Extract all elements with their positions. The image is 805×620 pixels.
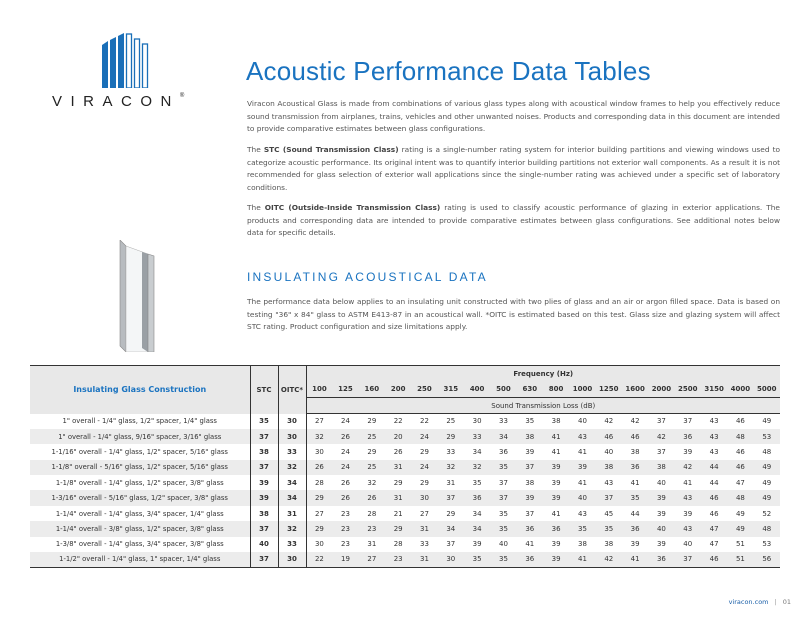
loss-cell: 42: [604, 417, 614, 426]
loss-cell: 42: [675, 460, 701, 475]
stc-cell: 38: [250, 444, 278, 459]
stc-cell: 40: [250, 537, 278, 552]
loss-cell: 35: [472, 478, 482, 487]
loss-cell: 43: [709, 447, 719, 456]
loss-cell: 41: [577, 447, 587, 456]
loss-cell: 24: [341, 417, 350, 426]
table-row: [30, 429, 780, 444]
oitc-prefix: The: [247, 203, 265, 212]
loss-cell: 31: [385, 460, 411, 475]
loss-cell: 29: [420, 478, 429, 487]
loss-cell: 22: [420, 417, 429, 426]
stc-text: rating is a single-number rating system for interior building partitions and viewing windows used to categorize acoustic performance. Its original intent was to quantify interior building partitions not exterior wall components. As a result it is not recommended for glass selection of exterior wall applications since the single-number rating was achieved under a specific set of laboratory conditions.: [247, 145, 780, 192]
loss-cell: 43: [701, 429, 727, 444]
loss-cell: 40: [648, 521, 674, 536]
loss-cell: 41: [569, 552, 595, 567]
stc-term: STC (Sound Transmission Class): [263, 145, 399, 154]
header-frequency-2500: 2500: [675, 382, 701, 398]
loss-cell: 53: [754, 429, 780, 444]
loss-cell: 43: [709, 417, 719, 426]
loss-cell: 20: [385, 429, 411, 444]
loss-cell: 30: [438, 552, 464, 567]
loss-cell: 49: [754, 460, 780, 475]
loss-cell: 39: [656, 540, 666, 549]
header-frequency-400: 400: [464, 382, 490, 398]
intro-paragraph: Viracon Acoustical Glass is made from combinations of various glass types along with acoustical window frames to help you effectively reduce sound transmission from airplanes, trains, vehicles and other unwanted noises. Products and corresponding data in this document are intended to provide comparative estimates between glass configurations.: [247, 99, 780, 134]
loss-cell: 43: [675, 521, 701, 536]
oitc-cell: 30: [278, 429, 306, 444]
loss-cell: 35: [525, 417, 535, 426]
oitc-cell: 32: [278, 460, 306, 475]
loss-cell: 47: [735, 478, 745, 487]
loss-cell: 36: [622, 521, 648, 536]
header-frequency-160: 160: [359, 382, 385, 398]
loss-cell: 23: [341, 540, 350, 549]
oitc-cell: 33: [278, 444, 306, 459]
header-frequency-2000: 2000: [648, 382, 674, 398]
loss-cell: 44: [709, 478, 719, 487]
loss-cell: 30: [472, 417, 482, 426]
header-frequency-5000: 5000: [754, 382, 780, 398]
loss-cell: 44: [630, 509, 640, 518]
loss-cell: 46: [701, 490, 727, 505]
loss-cell: 49: [762, 478, 772, 487]
loss-cell: 22: [393, 417, 403, 426]
loss-cell: 26: [393, 447, 403, 456]
loss-cell: 26: [306, 460, 332, 475]
loss-cell: 23: [332, 521, 358, 536]
loss-cell: 41: [630, 478, 640, 487]
loss-cell: 37: [438, 490, 464, 505]
loss-cell: 32: [464, 460, 490, 475]
loss-cell: 39: [472, 540, 482, 549]
table-row: [30, 490, 780, 505]
loss-cell: 28: [393, 540, 403, 549]
header-frequency-4000: 4000: [727, 382, 753, 398]
header-frequency-200: 200: [385, 382, 411, 398]
acoustic-data-table: [30, 365, 780, 568]
brand-name: VIRACON: [52, 93, 180, 110]
registered-mark: ®: [179, 93, 185, 99]
loss-cell: 36: [499, 447, 508, 456]
loss-cell: 34: [464, 521, 490, 536]
loss-cell: 29: [438, 429, 464, 444]
header-frequency-250: 250: [411, 382, 437, 398]
loss-cell: 36: [648, 552, 674, 567]
loss-cell: 36: [517, 552, 543, 567]
loss-cell: 52: [762, 509, 772, 518]
loss-cell: 39: [543, 552, 569, 567]
loss-cell: 48: [754, 521, 780, 536]
construction-cell: 1-1/16" overall - 1/4" glass, 1/2" spacer, 5/16" glass: [30, 444, 250, 459]
header-loss: Sound Transmission Loss (dB): [306, 398, 780, 414]
loss-cell: 29: [446, 509, 456, 518]
loss-cell: 27: [314, 509, 324, 518]
loss-cell: 30: [411, 490, 437, 505]
loss-cell: 28: [367, 509, 377, 518]
construction-cell: 1-1/2" overall - 1/4" glass, 1" spacer, 1/4" glass: [30, 552, 250, 567]
loss-cell: 43: [675, 490, 701, 505]
loss-cell: 49: [762, 417, 772, 426]
loss-cell: 42: [630, 417, 640, 426]
loss-cell: 21: [393, 509, 403, 518]
footer-url[interactable]: viracon.com: [728, 598, 769, 606]
loss-cell: 36: [464, 490, 490, 505]
loss-cell: 39: [551, 540, 561, 549]
oitc-cell: 32: [278, 521, 306, 536]
construction-cell: 1-3/8" overall - 1/4" glass, 3/4" spacer, 3/8" glass: [30, 537, 250, 552]
loss-cell: 41: [551, 447, 561, 456]
loss-cell: 29: [393, 478, 403, 487]
oitc-cell: 30: [278, 552, 306, 567]
loss-cell: 38: [525, 478, 535, 487]
oitc-paragraph: [247, 202, 780, 240]
loss-cell: 34: [438, 521, 464, 536]
loss-cell: 49: [754, 490, 780, 505]
loss-cell: 33: [446, 447, 456, 456]
loss-cell: 40: [604, 447, 614, 456]
stc-cell: 38: [250, 506, 278, 521]
header-frequency-315: 315: [438, 382, 464, 398]
header-frequency-500: 500: [490, 382, 516, 398]
loss-cell: 32: [367, 478, 377, 487]
loss-cell: 47: [709, 540, 719, 549]
loss-cell: 33: [499, 417, 508, 426]
loss-cell: 23: [341, 509, 350, 518]
loss-cell: 27: [359, 552, 385, 567]
oitc-cell: 30: [278, 414, 306, 429]
loss-cell: 40: [656, 478, 666, 487]
loss-cell: 39: [543, 460, 569, 475]
oitc-cell: 31: [278, 506, 306, 521]
footer-separator: |: [774, 598, 777, 606]
loss-cell: 26: [341, 478, 350, 487]
stc-prefix: The: [247, 145, 264, 154]
loss-cell: 35: [596, 521, 622, 536]
loss-cell: 35: [490, 521, 516, 536]
loss-cell: 31: [446, 478, 456, 487]
loss-cell: 29: [367, 447, 377, 456]
loss-cell: 34: [472, 447, 482, 456]
loss-cell: 41: [543, 429, 569, 444]
loss-cell: 47: [701, 521, 727, 536]
loss-cell: 41: [551, 509, 561, 518]
loss-cell: 25: [359, 460, 385, 475]
section-paragraph: The performance data below applies to an insulating unit constructed with two plies of glass and an air or argon filled space. Data is based on testing "36" x 84" glass to ASTM E413-87 in an acoustical wall. *OITC is estimated based on this test. Glass size and glazing system will affect STC rating. Product configuration and size limitations apply.: [247, 297, 780, 332]
header-frequency-125: 125: [332, 382, 358, 398]
loss-cell: 51: [727, 552, 753, 567]
loss-cell: 51: [735, 540, 745, 549]
loss-cell: 42: [648, 429, 674, 444]
loss-cell: 26: [332, 429, 358, 444]
building-logo-icon: [100, 33, 160, 88]
loss-cell: 34: [472, 509, 482, 518]
construction-cell: 1-1/4" overall - 3/8" glass, 1/2" spacer, 3/8" glass: [30, 521, 250, 536]
loss-cell: 37: [446, 540, 456, 549]
loss-cell: 41: [622, 552, 648, 567]
loss-cell: 31: [385, 490, 411, 505]
section-heading: INSULATING ACOUSTICAL DATA: [247, 270, 488, 284]
loss-cell: 25: [359, 429, 385, 444]
loss-cell: 48: [762, 447, 772, 456]
table-row: [30, 475, 780, 490]
loss-cell: 45: [604, 509, 614, 518]
loss-cell: 43: [577, 509, 587, 518]
header-frequency-1600: 1600: [622, 382, 648, 398]
loss-cell: 25: [446, 417, 456, 426]
loss-cell: 41: [683, 478, 693, 487]
loss-cell: 39: [551, 478, 561, 487]
loss-cell: 39: [517, 490, 543, 505]
loss-cell: 26: [359, 490, 385, 505]
construction-cell: 1" overall - 1/4" glass, 9/16" spacer, 3/16" glass: [30, 429, 250, 444]
loss-cell: 40: [499, 540, 508, 549]
loss-cell: 28: [314, 478, 324, 487]
loss-cell: 36: [517, 521, 543, 536]
loss-cell: 36: [543, 521, 569, 536]
loss-cell: 37: [525, 509, 535, 518]
loss-cell: 24: [411, 429, 437, 444]
loss-cell: 33: [420, 540, 429, 549]
loss-cell: 40: [577, 417, 587, 426]
loss-cell: 38: [517, 429, 543, 444]
loss-cell: 37: [683, 417, 693, 426]
loss-cell: 39: [683, 509, 693, 518]
loss-cell: 46: [735, 447, 745, 456]
loss-cell: 26: [332, 490, 358, 505]
table-row: [30, 521, 780, 536]
loss-cell: 29: [420, 447, 429, 456]
loss-cell: 38: [596, 460, 622, 475]
footer: [729, 598, 791, 606]
loss-cell: 43: [604, 478, 614, 487]
stc-cell: 35: [250, 414, 278, 429]
loss-cell: 30: [314, 447, 324, 456]
loss-cell: 39: [648, 490, 674, 505]
page-number: 01: [782, 598, 791, 606]
loss-cell: 30: [314, 540, 324, 549]
loss-cell: 35: [622, 490, 648, 505]
loss-cell: 53: [762, 540, 772, 549]
oitc-text: rating is used to classify acoustic performance of glazing in exterior applications. The products and corresponding data are intended to provide comparative estimates between glass configurations. See additional notes below data for specific details.: [247, 203, 780, 238]
loss-cell: 46: [727, 460, 753, 475]
loss-cell: 35: [490, 552, 516, 567]
construction-cell: 1-3/16" overall - 5/16" glass, 1/2" spacer, 3/8" glass: [30, 490, 250, 505]
loss-cell: 35: [490, 460, 516, 475]
table-row: [30, 414, 780, 429]
oitc-term: OITC (Outside-Inside Transmission Class): [264, 203, 441, 212]
table-row: [30, 552, 780, 567]
loss-cell: 37: [656, 417, 666, 426]
loss-cell: 19: [332, 552, 358, 567]
loss-cell: 24: [332, 460, 358, 475]
header-frequency-800: 800: [543, 382, 569, 398]
header-frequency-100: 100: [306, 382, 332, 398]
stc-cell: 37: [250, 521, 278, 536]
loss-cell: 40: [569, 490, 595, 505]
table-row: [30, 460, 780, 475]
loss-cell: 46: [701, 552, 727, 567]
loss-cell: 56: [754, 552, 780, 567]
stc-paragraph: [247, 144, 780, 194]
oitc-cell: 33: [278, 537, 306, 552]
loss-cell: 41: [525, 540, 535, 549]
loss-cell: 37: [499, 478, 508, 487]
table-row: [30, 506, 780, 521]
header-oitc: OITC*: [278, 366, 306, 414]
loss-cell: 48: [727, 490, 753, 505]
header-frequency-3150: 3150: [701, 382, 727, 398]
loss-cell: 37: [675, 552, 701, 567]
oitc-cell: 34: [278, 490, 306, 505]
loss-cell: 29: [306, 521, 332, 536]
loss-cell: 31: [411, 521, 437, 536]
stc-cell: 37: [250, 429, 278, 444]
header-stc: STC: [250, 366, 278, 414]
loss-cell: 29: [385, 521, 411, 536]
loss-cell: 23: [359, 521, 385, 536]
stc-cell: 39: [250, 475, 278, 490]
stc-cell: 37: [250, 552, 278, 567]
loss-cell: 37: [656, 447, 666, 456]
construction-cell: 1-1/8" overall - 1/4" glass, 1/2" spacer, 3/8" glass: [30, 475, 250, 490]
loss-cell: 39: [569, 460, 595, 475]
loss-cell: 38: [648, 460, 674, 475]
oitc-cell: 34: [278, 475, 306, 490]
loss-cell: 39: [543, 490, 569, 505]
construction-cell: 1" overall - 1/4" glass, 1/2" spacer, 1/4" glass: [30, 414, 250, 429]
loss-cell: 40: [683, 540, 693, 549]
header-frequency-1000: 1000: [569, 382, 595, 398]
loss-cell: 39: [630, 540, 640, 549]
loss-cell: 39: [683, 447, 693, 456]
header-frequency-630: 630: [517, 382, 543, 398]
loss-cell: 37: [490, 490, 516, 505]
stc-cell: 39: [250, 490, 278, 505]
loss-cell: 34: [490, 429, 516, 444]
loss-cell: 41: [577, 478, 587, 487]
loss-cell: 36: [675, 429, 701, 444]
insulating-glass-unit-icon: [118, 240, 158, 352]
loss-cell: 38: [604, 540, 614, 549]
loss-cell: 37: [517, 460, 543, 475]
loss-cell: 46: [596, 429, 622, 444]
loss-cell: 31: [367, 540, 377, 549]
loss-cell: 33: [464, 429, 490, 444]
loss-cell: 24: [341, 447, 350, 456]
page-title: Acoustic Performance Data Tables: [246, 56, 651, 86]
loss-cell: 27: [420, 509, 429, 518]
loss-cell: 35: [499, 509, 508, 518]
construction-cell: 1-1/4" overall - 1/4" glass, 3/4" spacer, 1/4" glass: [30, 506, 250, 521]
loss-cell: 46: [709, 509, 719, 518]
loss-cell: 39: [656, 509, 666, 518]
loss-cell: 46: [622, 429, 648, 444]
loss-cell: 24: [411, 460, 437, 475]
loss-cell: 32: [306, 429, 332, 444]
header-frequency-1250: 1250: [596, 382, 622, 398]
stc-cell: 37: [250, 460, 278, 475]
loss-cell: 23: [385, 552, 411, 567]
loss-cell: 32: [438, 460, 464, 475]
loss-cell: 35: [569, 521, 595, 536]
construction-cell: 1-1/8" overall - 5/16" glass, 1/2" spacer, 5/16" glass: [30, 460, 250, 475]
table-row: [30, 444, 780, 459]
loss-cell: 29: [367, 417, 377, 426]
loss-cell: 43: [569, 429, 595, 444]
loss-cell: 42: [596, 552, 622, 567]
loss-cell: 29: [306, 490, 332, 505]
table-row: [30, 537, 780, 552]
loss-cell: 49: [735, 509, 745, 518]
loss-cell: 48: [727, 429, 753, 444]
loss-cell: 35: [464, 552, 490, 567]
loss-cell: 46: [735, 417, 745, 426]
loss-cell: 44: [701, 460, 727, 475]
loss-cell: 38: [551, 417, 561, 426]
loss-cell: 39: [525, 447, 535, 456]
loss-cell: 36: [622, 460, 648, 475]
loss-cell: 49: [727, 521, 753, 536]
header-frequency: Frequency (Hz): [306, 366, 780, 382]
loss-cell: 22: [306, 552, 332, 567]
loss-cell: 38: [577, 540, 587, 549]
loss-cell: 38: [630, 447, 640, 456]
loss-cell: 37: [596, 490, 622, 505]
header-construction: Insulating Glass Construction: [30, 366, 250, 414]
loss-cell: 31: [411, 552, 437, 567]
loss-cell: 27: [314, 417, 324, 426]
